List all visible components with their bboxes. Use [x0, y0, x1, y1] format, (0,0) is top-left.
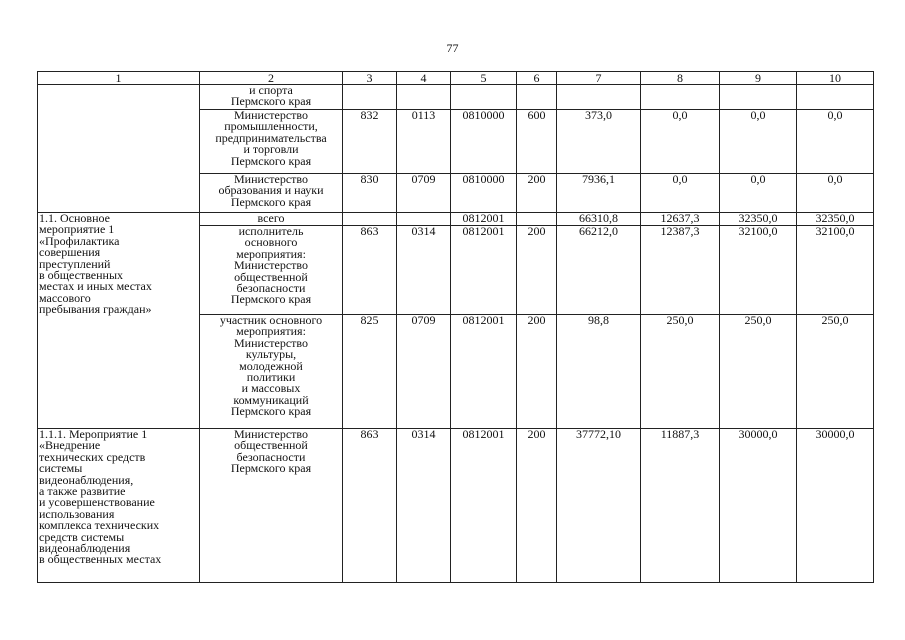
cell-line: Пермского края — [230, 153, 312, 168]
column-header: 10 — [797, 72, 874, 85]
cell-line: Министерство — [234, 258, 308, 273]
cell-c5: 0812001 — [451, 429, 517, 583]
cell-executor — [200, 429, 343, 583]
cell-line: 1.1.1. Мероприятие 1 — [39, 427, 148, 441]
cell-line: промышленности, — [224, 119, 318, 134]
cell-line: Пермского края — [230, 194, 312, 209]
cell-c10: 32350,0 — [797, 213, 874, 226]
cell-c10: 0,0 — [797, 110, 874, 174]
cell-line: преступлений — [39, 256, 111, 271]
cell-c9: 32350,0 — [720, 213, 797, 226]
cell-c3: 832 — [343, 110, 397, 174]
cell-line: мероприятие 1 — [39, 222, 115, 237]
cell-program — [38, 213, 200, 429]
cell-c5: 0812001 — [451, 213, 517, 226]
cell-line: Министерство — [234, 335, 308, 350]
cell-c7: 7936,1 — [557, 174, 641, 213]
cell-line: основного — [244, 235, 298, 250]
cell-line: предпринимательства — [215, 130, 327, 145]
cell-c7: 66310,8 — [557, 213, 641, 226]
cell-c5: 0812001 — [451, 315, 517, 429]
cell-program — [38, 85, 200, 213]
cell-line: видеонаблюдения — [39, 541, 131, 556]
cell-line: Пермского края — [230, 292, 312, 307]
column-header: 4 — [397, 72, 451, 85]
cell-line: использования — [39, 506, 115, 521]
cell-c8: 12637,3 — [641, 213, 720, 226]
page-number: 77 — [446, 41, 459, 55]
cell-c9: 0,0 — [720, 110, 797, 174]
cell-c9: 0,0 — [720, 174, 797, 213]
cell-executor — [200, 174, 343, 213]
cell-line: «Внедрение — [39, 438, 101, 453]
cell-line: общественной — [234, 269, 308, 284]
cell-c8: 0,0 — [641, 174, 720, 213]
cell-c6: 200 — [517, 226, 557, 315]
cell-line: массового — [39, 290, 91, 305]
cell-line: Пермского края — [230, 404, 312, 419]
cell-line: и массовых — [241, 381, 301, 396]
cell-line: а также развитие — [39, 484, 126, 499]
cell-line: местах и иных местах — [39, 279, 152, 294]
cell-c6: 200 — [517, 315, 557, 429]
cell-c8 — [641, 85, 720, 110]
cell-c3: 863 — [343, 429, 397, 583]
cell-c6 — [517, 85, 557, 110]
table-row — [38, 429, 874, 583]
column-header: 3 — [343, 72, 397, 85]
cell-c10: 30000,0 — [797, 429, 874, 583]
cell-c6: 600 — [517, 110, 557, 174]
cell-c6: 200 — [517, 429, 557, 583]
column-header: 8 — [641, 72, 720, 85]
cell-line: и усовершенствование — [39, 495, 155, 510]
cell-line: и спорта — [249, 83, 293, 97]
cell-c10: 32100,0 — [797, 226, 874, 315]
cell-line: пребывания граждан» — [39, 302, 152, 317]
cell-line: «Профилактика — [39, 233, 120, 248]
table-row — [38, 85, 874, 110]
column-header: 6 — [517, 72, 557, 85]
column-header: 9 — [720, 72, 797, 85]
cell-c8: 0,0 — [641, 110, 720, 174]
cell-line: в общественных местах — [39, 552, 162, 567]
cell-line: общественной — [234, 438, 308, 453]
cell-line: Министерство — [234, 172, 308, 186]
column-header: 5 — [451, 72, 517, 85]
cell-line: молодежной — [239, 358, 303, 373]
cell-line: совершения — [39, 245, 101, 260]
cell-c10 — [797, 85, 874, 110]
cell-line: участник основного — [219, 313, 323, 327]
cell-c9: 30000,0 — [720, 429, 797, 583]
cell-line: видеонаблюдения, — [39, 472, 134, 487]
cell-line: исполнитель — [238, 224, 304, 238]
cell-c9: 250,0 — [720, 315, 797, 429]
budget-table — [37, 71, 874, 583]
cell-line: мероприятия: — [236, 246, 306, 261]
cell-c10: 0,0 — [797, 174, 874, 213]
cell-line: Пермского края — [230, 461, 312, 476]
cell-c3: 825 — [343, 315, 397, 429]
cell-executor — [200, 110, 343, 174]
cell-c3: 830 — [343, 174, 397, 213]
cell-c3 — [343, 85, 397, 110]
cell-c5: 0810000 — [451, 174, 517, 213]
cell-c9: 32100,0 — [720, 226, 797, 315]
cell-line: средств системы — [39, 529, 125, 544]
column-header: 1 — [38, 72, 200, 85]
header-row — [38, 72, 874, 85]
cell-line: культуры, — [245, 347, 297, 362]
cell-c4: 0709 — [397, 174, 451, 213]
cell-line: и торговли — [243, 142, 299, 157]
cell-c3: 863 — [343, 226, 397, 315]
cell-c7: 98,8 — [557, 315, 641, 429]
cell-c5: 0812001 — [451, 226, 517, 315]
cell-c5: 0810000 — [451, 110, 517, 174]
cell-c8: 250,0 — [641, 315, 720, 429]
cell-c8: 12387,3 — [641, 226, 720, 315]
cell-c7: 37772,10 — [557, 429, 641, 583]
cell-line: образования и науки — [218, 183, 324, 198]
cell-c4: 0113 — [397, 110, 451, 174]
column-header: 7 — [557, 72, 641, 85]
cell-executor — [200, 85, 343, 110]
cell-c10: 250,0 — [797, 315, 874, 429]
cell-line: 1.1. Основное — [39, 211, 110, 225]
cell-line: Министерство — [234, 427, 308, 441]
cell-line: системы — [39, 461, 83, 476]
cell-c9 — [720, 85, 797, 110]
cell-line: Пермского края — [230, 94, 312, 109]
cell-c6: 200 — [517, 174, 557, 213]
cell-c7 — [557, 85, 641, 110]
cell-executor — [200, 226, 343, 315]
cell-c4: 0314 — [397, 226, 451, 315]
cell-line: всего — [257, 211, 285, 225]
cell-program — [38, 429, 200, 583]
column-header: 2 — [200, 72, 343, 85]
cell-c7: 373,0 — [557, 110, 641, 174]
cell-c5 — [451, 85, 517, 110]
cell-line: политики — [246, 370, 296, 385]
cell-line: коммуникаций — [233, 392, 309, 407]
cell-line: в общественных — [39, 268, 124, 283]
cell-line: Министерство — [234, 108, 308, 122]
cell-line: мероприятия: — [236, 324, 306, 339]
cell-line: технических средств — [39, 449, 146, 464]
cell-executor — [200, 315, 343, 429]
cell-c4: 0709 — [397, 315, 451, 429]
cell-line: безопасности — [236, 449, 306, 464]
cell-c4 — [397, 85, 451, 110]
cell-c8: 11887,3 — [641, 429, 720, 583]
cell-line: комплекса технических — [39, 518, 160, 533]
cell-c4: 0314 — [397, 429, 451, 583]
cell-c7: 66212,0 — [557, 226, 641, 315]
cell-line: безопасности — [236, 281, 306, 296]
